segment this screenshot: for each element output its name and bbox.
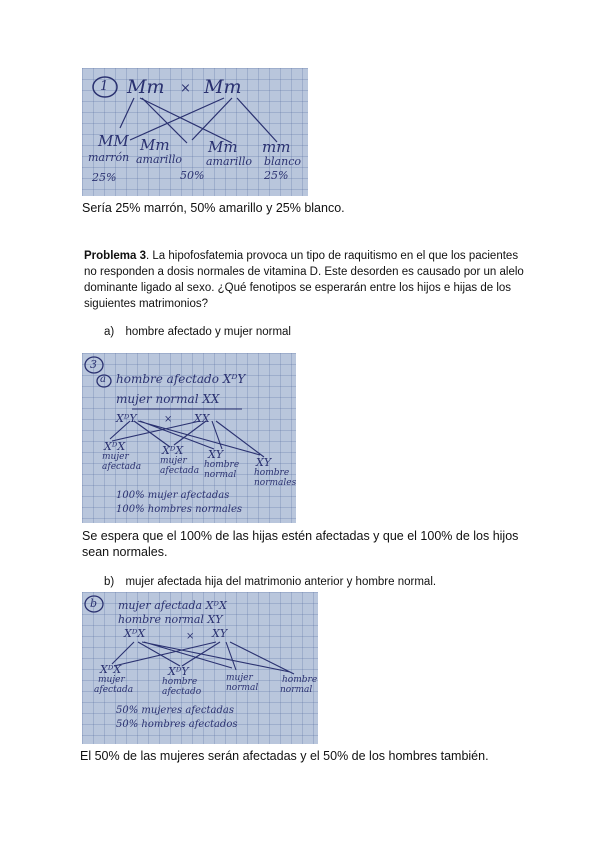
- summary-1: 100% mujer afectadas: [116, 490, 230, 501]
- offspring-3-label-2: normal: [204, 470, 237, 480]
- phenotype-4: blanco: [264, 155, 301, 168]
- offspring-2-genotype: XᴰY: [168, 665, 189, 678]
- option-a-text: hombre afectado y mujer normal: [125, 326, 291, 338]
- offspring-3-label-2: normal: [226, 683, 259, 693]
- percent-1: 25%: [92, 171, 117, 184]
- line-2: hombre normal XY: [118, 613, 223, 626]
- cross-parent-1: XᴰY: [116, 412, 137, 425]
- phenotype-2: amarillo: [136, 153, 182, 166]
- offspring-2-label-1: hombre: [162, 677, 198, 687]
- offspring-1-label-1: mujer: [98, 675, 125, 685]
- option-b-text: mujer afectada hija del matrimonio anterior y hombre normal.: [125, 576, 437, 588]
- line-1: hombre afectado XᴰY: [116, 372, 246, 386]
- problem-3-paragraph: [84, 248, 524, 312]
- offspring-4-label-1: hombre: [254, 468, 290, 478]
- summary-2: 100% hombres normales: [116, 504, 243, 515]
- circle-letter: b: [90, 597, 98, 610]
- line-1: mujer afectada XᴰX: [118, 599, 227, 612]
- offspring-2-label-1: mujer: [160, 456, 187, 466]
- offspring-1-genotype: XᴰX: [100, 663, 122, 676]
- phenotype-3: amarillo: [206, 155, 252, 168]
- problem-3-label: Problema 3: [84, 250, 146, 262]
- answer-3: El 50% de las mujeres serán afectadas y el 50% de los hombres también.: [80, 749, 489, 763]
- offspring-1-label-1: mujer: [102, 452, 129, 462]
- genotype-4: mm: [262, 138, 291, 156]
- sub-circle: a: [100, 374, 106, 385]
- offspring-2-genotype: XᴰX: [162, 444, 184, 457]
- line-2: mujer normal XX: [116, 392, 220, 406]
- cross-parent-2: XY: [212, 627, 228, 640]
- problem-3-text: . La hipofosfatemia provoca un tipo de raquitismo en el que los pacientes no responden a dosis normales de vitamina D. Este desorden es causado por un alelo dominante ligado al sexo. ¿Qué fenotipos se esperarán entre los hijos e hijas de los siguientes matrimonios?: [84, 250, 524, 310]
- offspring-3-label-1: hombre: [204, 460, 240, 470]
- offspring-2-label-2: afectado: [162, 687, 202, 697]
- genetics-cross-photo-2: [82, 353, 296, 523]
- parent-2: Mm: [204, 76, 242, 98]
- option-b: [104, 574, 544, 590]
- genotype-1: MM: [98, 132, 129, 150]
- cross-symbol: ×: [180, 81, 191, 96]
- offspring-1-label-2: afectada: [94, 685, 134, 695]
- offspring-3-label-1: mujer: [226, 673, 253, 683]
- offspring-2-label-2: afectada: [160, 466, 200, 476]
- offspring-1-label-2: afectada: [102, 462, 142, 472]
- offspring-4-label-1: hombre: [282, 675, 318, 685]
- cross-symbol: ×: [164, 414, 173, 425]
- genotype-2: Mm: [140, 136, 170, 154]
- genotype-3: Mm: [208, 138, 238, 156]
- option-a: [104, 324, 504, 340]
- answer-1: Sería 25% marrón, 50% amarillo y 25% blanco.: [82, 201, 345, 215]
- phenotype-1: marrón: [88, 151, 130, 164]
- genetics-cross-photo-1: [82, 68, 308, 196]
- option-b-marker: b): [104, 576, 115, 588]
- offspring-4-label-2: normal: [280, 685, 313, 695]
- offspring-4-genotype: XY: [256, 456, 272, 469]
- circle-number: 1: [100, 79, 109, 94]
- option-a-marker: a): [104, 326, 115, 338]
- cross-parent-1: XᴰX: [124, 627, 146, 640]
- cross-parent-2: XX: [194, 412, 210, 425]
- offspring-4-label-2: normales: [254, 478, 296, 488]
- answer-2: Se espera que el 100% de las hijas estén afectadas y que el 100% de los hijos sean normales.: [82, 529, 519, 559]
- summary-1: 50% mujeres afectadas: [116, 705, 235, 716]
- percent-3: 25%: [264, 169, 289, 182]
- genetics-cross-photo-3: [82, 592, 318, 744]
- offspring-3-genotype: XY: [208, 448, 224, 461]
- cross-symbol: ×: [186, 631, 195, 642]
- parent-1: Mm: [127, 76, 165, 98]
- summary-2: 50% hombres afectados: [116, 719, 238, 730]
- offspring-1-genotype: XᴰX: [104, 440, 126, 453]
- circle-number: 3: [90, 358, 97, 371]
- percent-2: 50%: [180, 169, 205, 182]
